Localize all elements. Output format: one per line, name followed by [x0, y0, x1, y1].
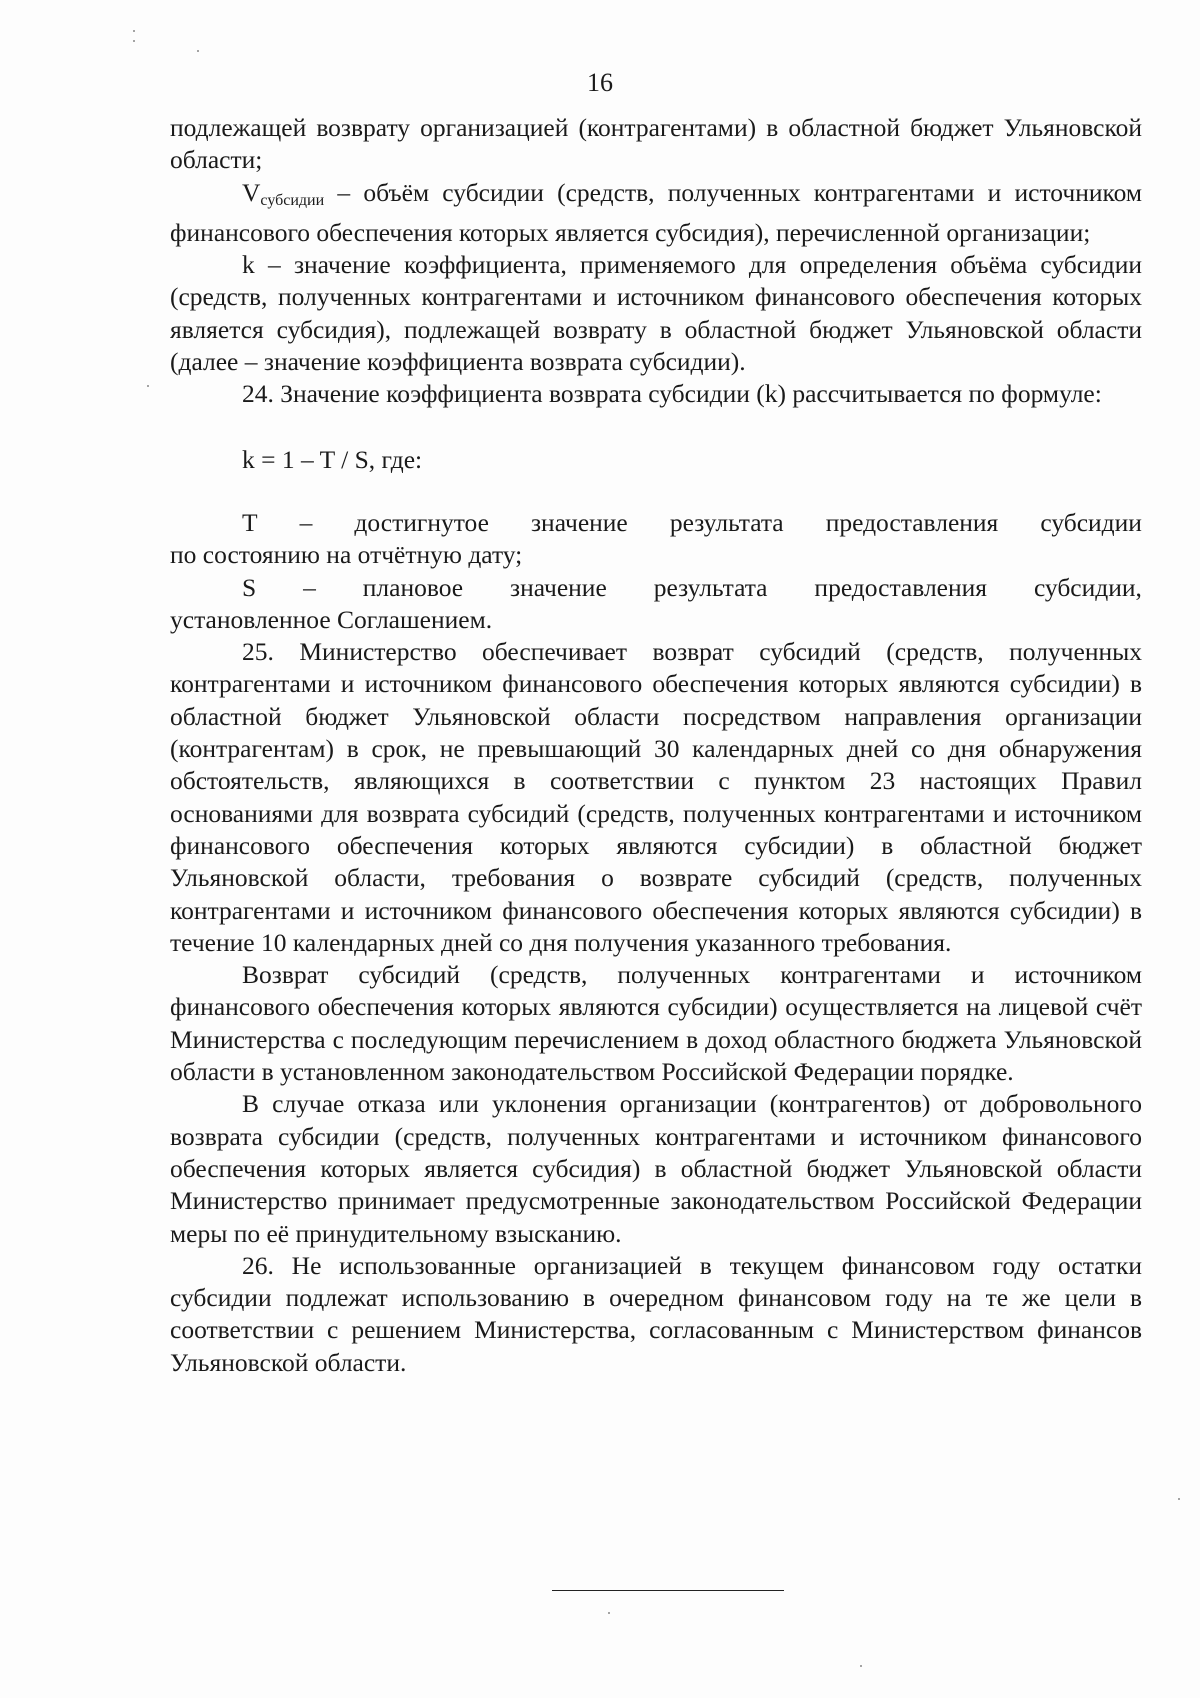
paragraph-25: 25. Министерство обеспечивает возврат субсидий (средств, полученных контрагентами и источником финансового обеспечения которых являются субсидии) в областной бюджет Ульяновской области посредством направления организации (контрагентам) в срок, не превышающий 30 календарных дней со дня обнаружения обстоятельств, являющихся в соответствии с пунктом 23 настоящих Правил основаниями для возврата субсидий (средств, полученных контрагентами и источником финансового обеспечения которых являются субсидии) в областной бюджет Ульяновской области, требования о возврате субсидий (средств, полученных контрагентами и источником финансового обеспечения которых являются субсидии) в течение 10 календарных дней со дня получения указанного требования.: [170, 637, 1142, 957]
t-word: значение: [530, 507, 628, 537]
scan-speck: [197, 50, 199, 52]
paragraph-return: Возврат субсидий (средств, полученных контрагентами и источником финансового обеспечения которых являются субсидии) осуществляется на лицевой счёт Министерства с последующим перечислением в доход областного бюджета Ульяновской области в установленном законодательством Российской Федерации порядке.: [170, 960, 1142, 1087]
scan-speck: [860, 1665, 862, 1667]
s-word: субсидии,: [1033, 572, 1142, 602]
scan-speck: [133, 40, 135, 42]
paragraph-26: 26. Не использованные организацией в текущем финансовом году остатки субсидии подлежат использованию в очередном финансовом году на те же цели в соответствии с решением Министерства, согласованным с Министерством финансов Ульяновской области.: [170, 1250, 1142, 1377]
scan-speck: [608, 1612, 610, 1614]
s-word: S: [242, 572, 257, 602]
paragraph-v-definition: [170, 177, 1142, 250]
page-number: 16: [587, 68, 613, 97]
paragraph-continuation: подлежащей возврату организацией (контрагентами) в областной бюджет Ульяновской области;: [170, 113, 1142, 175]
v-symbol: V: [242, 177, 261, 207]
t-word: результата: [669, 507, 784, 537]
s-definition-rest: установленное Соглашением.: [170, 604, 493, 634]
t-word: предоставления: [825, 507, 999, 537]
s-word: плановое: [362, 572, 464, 602]
s-word: –: [303, 572, 316, 602]
scan-speck: [133, 30, 135, 32]
t-word: Т: [242, 507, 258, 537]
paragraph-refusal: В случае отказа или уклонения организации (контрагентов) от добровольного возврата субсидии (средств, полученных контрагентами и источником финансового обеспечения которых является субсидия) в областной бюджет Ульяновской области Министерство принимает предусмотренные законодательством Российской Федерации меры по её принудительному взысканию.: [170, 1089, 1142, 1248]
v-definition-text: – объём субсидии (средств, полученных контрагентами и источником финансового обеспечения которых является субсидия), перечисленной организации;: [170, 177, 1142, 247]
formula: k = 1 – T / S, где:: [242, 444, 423, 474]
s-word: предоставления: [814, 572, 988, 602]
s-word: значение: [510, 572, 607, 602]
s-definition: [170, 572, 1142, 637]
s-word: результата: [653, 572, 768, 602]
document-body: [170, 112, 1142, 1379]
t-definition-rest: по состоянию на отчётную дату;: [170, 540, 523, 570]
t-word: –: [299, 507, 313, 537]
paragraph-k-definition: k – значение коэффициента, применяемого для определения объёма субсидии (средств, полученных контрагентами и источником финансового обеспечения которых является субсидия), подлежащей возврату в областной бюджет Ульяновской области (далее – значение коэффициента возврата субсидии).: [170, 250, 1142, 377]
paragraph-24: 24. Значение коэффициента возврата субсидии (k) рассчитывается по формуле:: [242, 379, 1102, 409]
t-definition: [170, 507, 1142, 572]
t-word: достигнутое: [354, 507, 489, 537]
end-divider-line: [552, 1590, 784, 1591]
v-subscript: субсидии: [260, 191, 325, 209]
scan-speck: [147, 385, 149, 387]
t-definition-first-line: [170, 507, 1142, 539]
scan-speck: [1178, 1498, 1180, 1500]
s-definition-first-line: [170, 572, 1142, 604]
t-word: субсидии: [1040, 507, 1142, 537]
